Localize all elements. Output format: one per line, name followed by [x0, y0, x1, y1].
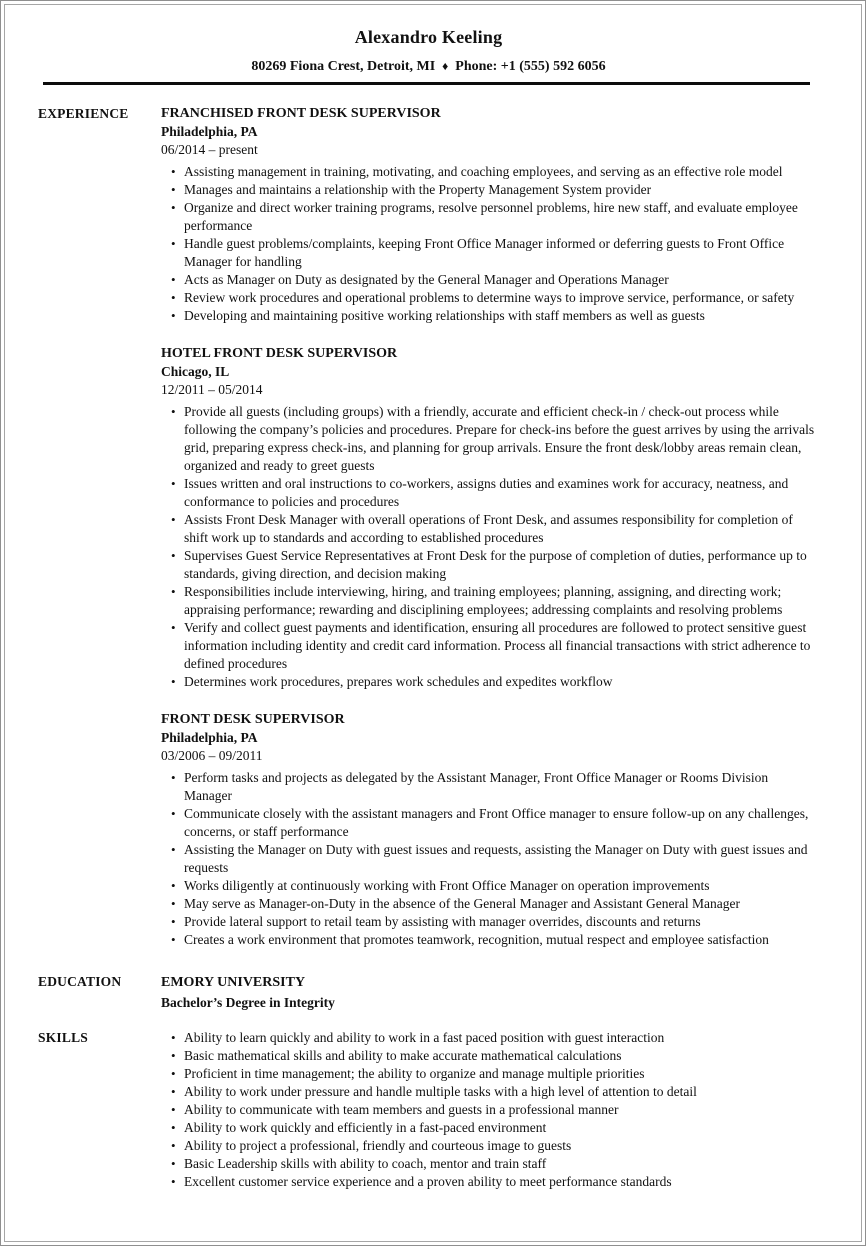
bullet-item: • May serve as Manager-on-Duty in the absence of the General Manager and Assistant General Manager [161, 895, 819, 913]
bullet-item: • Assisting management in training, motivating, and coaching employees, and serving as an effective role model [161, 163, 819, 181]
job-bullets [161, 163, 819, 325]
section-label-skills: SKILLS [38, 1030, 88, 1045]
job-location: Philadelphia, PA [161, 730, 258, 745]
skill-item: • Excellent customer service experience and a proven ability to meet performance standards [161, 1173, 819, 1191]
bullet-item: • Verify and collect guest payments and identification, ensuring all procedures are followed to protect sensitive guest information including identity and credit card information. Process all financial transactions with strict adherence to defined procedures [161, 619, 819, 673]
section-experience [38, 105, 819, 949]
degree: Bachelor’s Degree in Integrity [161, 995, 335, 1010]
bullet-item: • Responsibilities include interviewing, hiring, and training employees; planning, assigning, and directing work; appraising performance; rewarding and disciplining employees; addressing complaints and resolving problems [161, 583, 819, 619]
bullet-item: • Provide lateral support to retail team by assisting with manager overrides, discounts and returns [161, 913, 819, 931]
skill-item: • Proficient in time management; the ability to organize and manage multiple priorities [161, 1065, 819, 1083]
job-location: Philadelphia, PA [161, 124, 258, 139]
job-title: FRANCHISED FRONT DESK SUPERVISOR [161, 106, 441, 121]
bullet-item: • Perform tasks and projects as delegated by the Assistant Manager, Front Office Manager or Rooms Division Manager [161, 769, 819, 805]
job-dates: 06/2014 – present [161, 142, 258, 157]
section-label-experience: EXPERIENCE [38, 106, 129, 121]
bullet-item: • Determines work procedures, prepares work schedules and expedites workflow [161, 673, 819, 691]
bullet-item: • Manages and maintains a relationship with the Property Management System provider [161, 181, 819, 199]
skill-item: • Basic Leadership skills with ability to coach, mentor and train staff [161, 1155, 819, 1173]
person-name: Alexandro Keeling [354, 27, 503, 47]
section-skills [38, 1029, 819, 1191]
bullet-item: • Issues written and oral instructions to co-workers, assigns duties and examines work for accuracy, neatness, and conformance to policies and procedures [161, 475, 819, 511]
job-location: Chicago, IL [161, 364, 230, 379]
header-rule [43, 82, 810, 85]
bullet-item: • Supervises Guest Service Representatives at Front Desk for the purpose of completion of duties, performance up to standards, giving direction, and decision making [161, 547, 819, 583]
skill-item: • Basic mathematical skills and ability to make accurate mathematical calculations [161, 1047, 819, 1065]
job-dates: 12/2011 – 05/2014 [161, 382, 263, 397]
bullet-item: • Handle guest problems/complaints, keeping Front Office Manager informed or deferring guests to Front Office Manager for handling [161, 235, 819, 271]
job-title: HOTEL FRONT DESK SUPERVISOR [161, 346, 398, 361]
contact-line [38, 57, 819, 76]
skill-item: • Ability to project a professional, friendly and courteous image to guests [161, 1137, 819, 1155]
bullet-item: • Developing and maintaining positive working relationships with staff members as well as guests [161, 307, 819, 325]
contact-address: 80269 Fiona Crest, Detroit, MI [251, 59, 436, 74]
school-name: EMORY UNIVERSITY [161, 975, 306, 990]
section-education [38, 973, 819, 1013]
section-label-education: EDUCATION [38, 974, 122, 989]
job-entry [161, 711, 819, 949]
bullet-item: • Provide all guests (including groups) with a friendly, accurate and efficient check-in / check-out process while following the company’s policies and procedures. Prepare for check-ins before the guest arrives by using the arrivals grid, preparing express check-ins, and planning for group arrivals. Ensure the front desk/lobby areas remain clean, organized and ready to greet guests [161, 403, 819, 475]
job-entry [161, 345, 819, 691]
job-dates: 03/2006 – 09/2011 [161, 748, 263, 763]
contact-phone: Phone: +1 (555) 592 6056 [455, 59, 606, 74]
bullet-item: • Acts as Manager on Duty as designated by the General Manager and Operations Manager [161, 271, 819, 289]
job-title: FRONT DESK SUPERVISOR [161, 712, 345, 727]
job-entry [161, 105, 819, 325]
bullet-item: • Works diligently at continuously working with Front Office Manager on operation improvements [161, 877, 819, 895]
bullet-item: • Communicate closely with the assistant managers and Front Office manager to ensure follow-up on any challenges, concerns, or staff performance [161, 805, 819, 841]
education-content [161, 973, 819, 1013]
bullet-item: • Assists Front Desk Manager with overall operations of Front Desk, and assumes responsibility for completion of shift work up to standards and according to established procedures [161, 511, 819, 547]
skill-item: • Ability to work under pressure and handle multiple tasks with a high level of attention to detail [161, 1083, 819, 1101]
diamond-icon: ♦ [442, 59, 449, 73]
skill-item: • Ability to communicate with team members and guests in a professional manner [161, 1101, 819, 1119]
bullet-item: • Creates a work environment that promotes teamwork, recognition, mutual respect and employee satisfaction [161, 931, 819, 949]
bullet-item: • Organize and direct worker training programs, resolve personnel problems, hire new staff, and evaluate employee performance [161, 199, 819, 235]
bullet-item: • Assisting the Manager on Duty with guest issues and requests, assisting the Manager on Duty with guest issues and requests [161, 841, 819, 877]
skills-list [161, 1029, 819, 1191]
job-bullets [161, 403, 819, 691]
bullet-item: • Review work procedures and operational problems to determine ways to improve service, performance, or safety [161, 289, 819, 307]
skills-content [161, 1029, 819, 1191]
skill-item: • Ability to work quickly and efficiently in a fast-paced environment [161, 1119, 819, 1137]
job-bullets [161, 769, 819, 949]
header [38, 1, 819, 85]
skill-item: • Ability to learn quickly and ability to work in a fast paced position with guest interaction [161, 1029, 819, 1047]
experience-content [161, 105, 819, 949]
